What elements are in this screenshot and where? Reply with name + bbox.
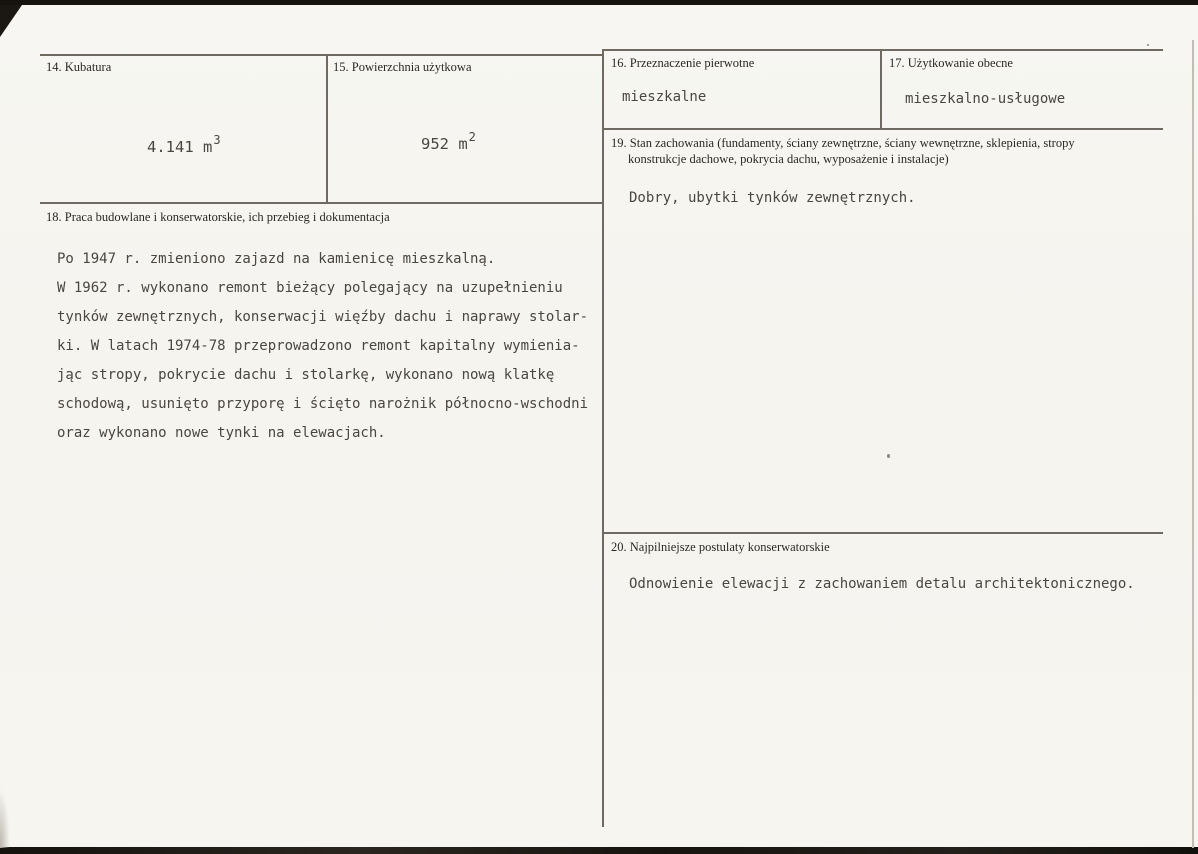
field20-value: Odnowienie elewacji z zachowaniem detalu architektonicznego. [629, 576, 1135, 592]
field15-value-base: 952 m [421, 135, 468, 154]
field15-label: 15. Powierzchnia użytkowa [333, 60, 472, 74]
scan-speck [887, 454, 890, 458]
field14-label: 14. Kubatura [46, 60, 112, 74]
field17-label: 17. Użytkowanie obecne [889, 56, 1013, 70]
field18-text-line: jąc stropy, pokrycie dachu i stolarkę, wykonano nową klatkę [57, 367, 555, 383]
field15-value [421, 130, 475, 153]
field14-value [147, 133, 220, 156]
field19-label-line2: konstrukcje dachowe, pokrycia dachu, wyposażenie i instalacje) [628, 152, 949, 166]
field14-value-base: 4.141 m [147, 138, 213, 157]
field19-label-line1: 19. Stan zachowania (fundamenty, ściany zewnętrzne, ściany wewnętrzne, sklepienia, stropy [611, 136, 1075, 150]
field19-label [611, 135, 1151, 167]
field18-text-line: schodową, usunięto przyporę i ścięto narożnik północno-wschodni [57, 396, 589, 412]
field18-text-line: Po 1947 r. zmieniono zajazd na kamienicę mieszkalną. [57, 251, 496, 267]
field19-value: Dobry, ubytki tynków zewnętrznych. [629, 190, 916, 206]
field18-text-line: ki. W latach 1974-78 przeprowadzono remont kapitalny wymienia- [57, 338, 580, 354]
line-top-left-block [40, 54, 603, 56]
line-top-right-block [603, 49, 1163, 51]
field14-value-superscript: 3 [213, 133, 221, 147]
field18-text-line: tynków zewnętrznych, konserwacji więźby dachu i naprawy stolar- [57, 309, 589, 325]
line-divider-16-17 [880, 49, 882, 129]
field16-value: mieszkalne [622, 89, 707, 105]
field20-label: 20. Najpilniejsze postulaty konserwatorskie [611, 540, 830, 554]
line-below-16-17 [603, 128, 1163, 130]
field18-label: 18. Praca budowlane i konserwatorskie, ich przebieg i dokumentacja [46, 210, 390, 224]
scan-edge-top-left-wedge [0, 5, 22, 37]
line-divider-14-15 [326, 54, 328, 203]
scan-edge-top [0, 0, 1198, 5]
field17-value: mieszkalno-usługowe [905, 91, 1066, 107]
field15-value-superscript: 2 [468, 130, 476, 144]
field18-text-line: W 1962 r. wykonano remont bieżący polegający na uzupełnieniu [57, 280, 563, 296]
scan-edge-right [1192, 40, 1194, 848]
scan-edge-bottom [0, 847, 1198, 854]
line-above-20 [603, 532, 1163, 534]
field18-text [57, 245, 588, 448]
line-center-divider [602, 49, 604, 827]
field16-label: 16. Przeznaczenie pierwotne [611, 56, 755, 70]
scan-speck [1147, 44, 1149, 46]
scan-shadow-bottom-left [0, 788, 10, 848]
line-bottom-left-row [40, 202, 603, 204]
field18-text-line: oraz wykonano nowe tynki na elewacjach. [57, 425, 386, 441]
